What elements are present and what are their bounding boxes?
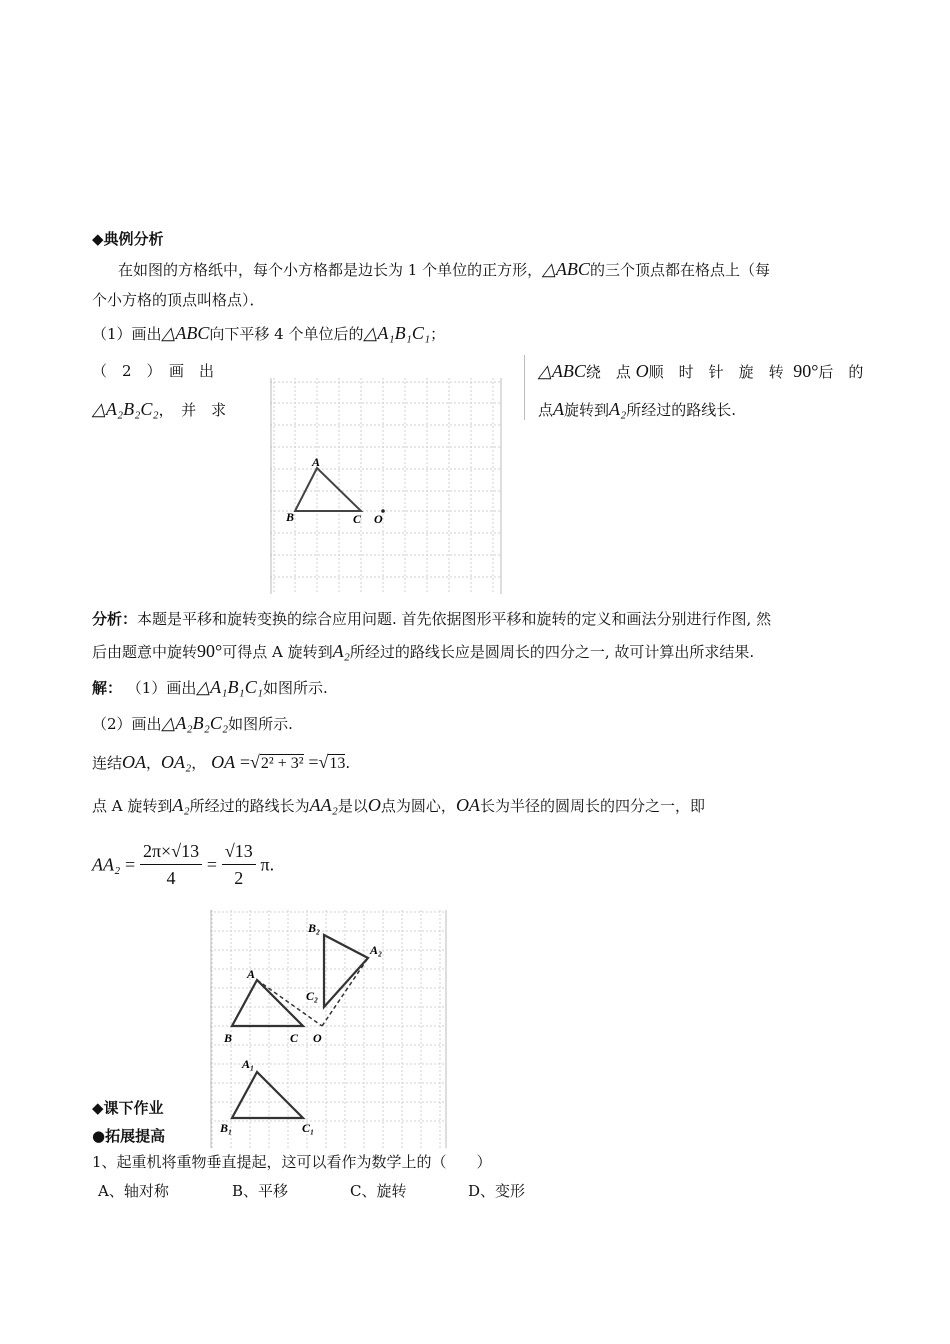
sol-5-arc-aa2: AA₂ [92, 854, 121, 875]
sol-2a: （2）画出 [92, 715, 162, 733]
heading-extension: ●拓展提高 [92, 1127, 166, 1145]
sol-1c: 如图所示. [262, 679, 328, 697]
sol-4a: 点 A 旋转到 [92, 797, 173, 815]
triangle-a2b2c2 [324, 935, 368, 1007]
question-1 [92, 323, 445, 344]
homework-option-b: B、平移 [232, 1182, 289, 1200]
sol-4i: 长为半径的圆周长的四分之一，即 [479, 797, 705, 815]
intro-text-c: 的三个顶点都在格点上（每 [589, 261, 770, 279]
sol-4-oa: OA [455, 795, 480, 815]
solution-line-1 [92, 677, 328, 698]
heading-homework: ◆课下作业 [92, 1099, 164, 1117]
q2-left-end: ， 并 求 [158, 401, 227, 419]
q2-right-line-2 [538, 399, 736, 420]
sol-3-sqrt13: 13 [329, 755, 346, 772]
analysis-2e: 所经过的路线长应是圆周长的四分之一, 故可计算出所求结果. [349, 643, 755, 661]
q2-right-point-a2: A₂ [609, 399, 627, 419]
q1-triangle-a1b1c1: △A₁B₁C₁ [363, 323, 431, 343]
sol-3-oa-eq: OA [211, 752, 236, 772]
dashed-oa [257, 980, 322, 1026]
sol-5-fraction-2-den: 2 [234, 868, 244, 888]
heading-example: ◆典例分析 [92, 230, 164, 248]
sol-5-fraction-2-num: √13 [222, 838, 256, 865]
homework-option-c: C、旋转 [350, 1182, 407, 1200]
sol-4-o: O [367, 795, 381, 815]
sol-1a: （1）画出 [126, 679, 197, 697]
figure-1-gridlines [270, 378, 502, 594]
fig2-label-b1: B₁ [220, 1121, 233, 1135]
sol-3-oa: OA [122, 752, 147, 772]
intro-line-2: 个小方格的顶点叫格点）． [92, 291, 265, 309]
fig1-label-o: O [374, 512, 383, 526]
fig2-label-c1: C₁ [302, 1121, 315, 1135]
analysis-label: 分析： [92, 610, 138, 628]
q2-right-90: 90° [793, 361, 819, 381]
solution-label: 解： [92, 679, 123, 697]
q2-right-2e: 所经过的路线长. [626, 401, 737, 419]
sol-5-pi: π. [260, 854, 275, 875]
sol-4g: 点为圆心， [380, 797, 456, 815]
sol-5-fraction-2 [222, 838, 256, 891]
sol-5-equals-2: = [206, 854, 218, 875]
sol-4c: 所经过的路线长为 [189, 797, 310, 815]
sol-1-triangle: △A₁B₁C₁ [196, 677, 263, 697]
sol-3a: 连结 [92, 754, 123, 772]
intro-text-a: 在如图的方格纸中，每个小方格都是边长为 1 个单位的正方形， [118, 261, 543, 279]
sol-4-a2: A₂ [172, 795, 190, 815]
triangle-abc-fig2 [232, 980, 303, 1026]
q1-end: ； [430, 325, 446, 343]
solution-line-2 [92, 713, 293, 734]
q2-triangle-a2b2c2: △A₂B₂C₂ [92, 399, 159, 419]
q2-right-text-f: 后 的 [818, 363, 864, 381]
fig2-label-c2: C₂ [306, 989, 319, 1003]
sol-5-fraction-1 [140, 838, 202, 891]
homework-option-d: D、变形 [468, 1182, 526, 1200]
fig1-label-c: C [353, 512, 362, 526]
column-divider [524, 355, 525, 420]
sol-3-equals-2: = [308, 752, 319, 772]
q2-right-2a: 点 [538, 401, 554, 419]
q1-middle: 向下平移 4 个单位后的 [209, 325, 364, 343]
homework-question-1: 1、起重机将重物垂直提起，这可以看作为数学上的（ ） [92, 1153, 492, 1171]
sol-3-end: . [345, 754, 351, 772]
q2-right-text-b: 绕 点 [585, 363, 631, 381]
sol-5-fraction-1-num: 2π×√13 [140, 838, 202, 865]
sol-5-fraction-1-den: 4 [166, 868, 176, 888]
q2-right-line-1 [538, 361, 863, 382]
analysis-2a: 后由题意中旋转 [92, 643, 198, 661]
intro-line-1 [118, 259, 770, 280]
sol-5-equals: = [125, 854, 136, 875]
analysis-line-2 [92, 641, 754, 662]
q1-triangle-abc: △ABC [161, 323, 210, 343]
fig2-label-a: A [247, 967, 256, 981]
q2-right-point-a: A [553, 399, 565, 419]
q2-right-2c: 旋转到 [564, 401, 610, 419]
sol-3-equals: = [239, 752, 251, 772]
analysis-2c: 可得点 A 旋转到 [222, 643, 333, 661]
q2-left-line-2 [92, 399, 226, 420]
sol-4-arc-aa2: AA₂ [309, 795, 338, 815]
analysis-90: 90° [197, 641, 223, 661]
triangle-abc [295, 468, 361, 511]
q1-prefix: （1）画出 [92, 325, 162, 343]
q2-right-o: O [635, 361, 649, 381]
figure-2-grid [210, 910, 448, 1148]
solution-line-3: 连结OA，OA₂， OA =√2² + 3² =√13. [92, 752, 351, 772]
fig2-label-a2: A₂ [370, 943, 383, 957]
analysis-text-1: 本题是平移和旋转变换的综合应用问题. 首先依据图形平移和旋转的定义和画法分别进行作图, 然 [137, 610, 772, 628]
q2-right-triangle: △ABC [538, 361, 586, 381]
fig2-label-c: C [290, 1031, 299, 1045]
q2-left-line-1: （ 2 ） 画 出 [92, 362, 215, 380]
sol-2-triangle: △A₂B₂C₂ [161, 713, 229, 733]
sol-2c: 如图所示. [228, 715, 293, 733]
sol-3-radicand: 2² + 3² [260, 755, 304, 772]
fig1-label-b: B [286, 510, 295, 524]
sol-3c: ， [146, 754, 162, 772]
solution-line-5 [92, 838, 274, 891]
fig2-label-b: B [224, 1031, 233, 1045]
figure-1-grid [270, 378, 506, 594]
q2-right-text-d: 顺 时 针 旋 转 [648, 363, 784, 381]
fig2-label-b2: B₂ [308, 921, 321, 935]
fig2-label-o: O [313, 1031, 322, 1045]
fig2-label-a1: A₁ [242, 1057, 255, 1071]
intro-triangle-abc: △ABC [542, 259, 590, 279]
analysis-a2: A₂ [332, 641, 350, 661]
solution-line-4 [92, 795, 705, 816]
sol-4e: 是以 [337, 797, 368, 815]
figure-2-gridlines [210, 910, 446, 1148]
triangle-a1b1c1 [232, 1072, 303, 1118]
analysis-line-1 [92, 609, 771, 629]
sol-3e: ， [191, 754, 207, 772]
fig1-label-a: A [312, 455, 321, 469]
sol-3-oa2: OA₂ [161, 752, 192, 772]
homework-option-a: A、轴对称 [98, 1182, 169, 1200]
